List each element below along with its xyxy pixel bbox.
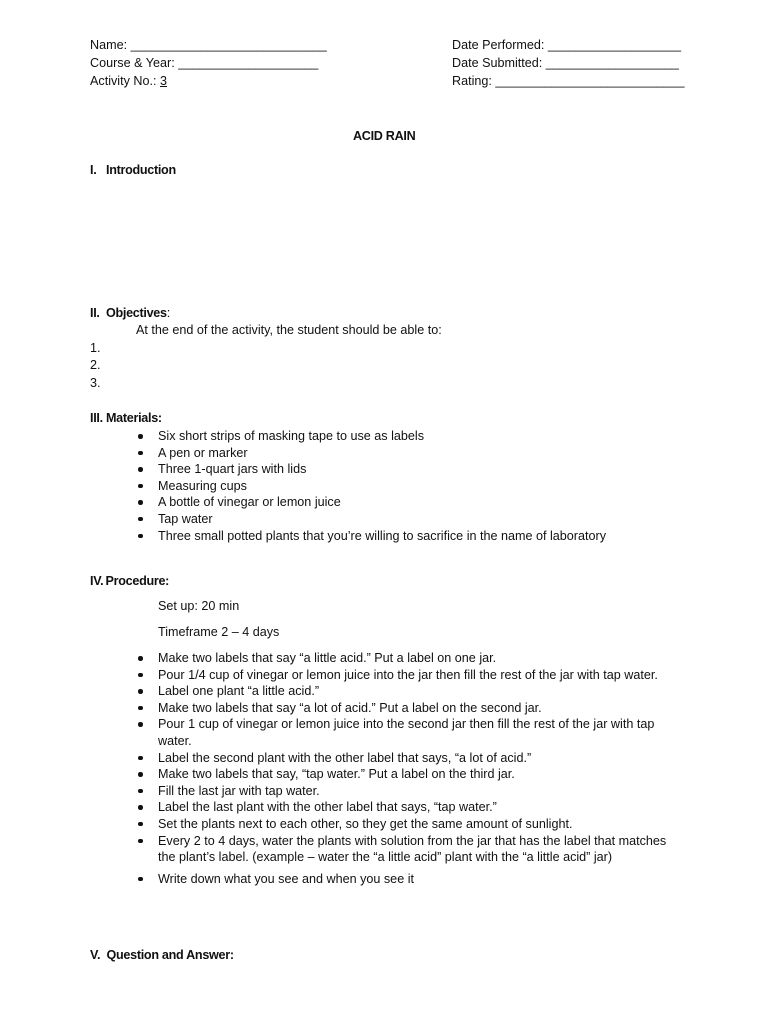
- materials-list: [134, 428, 694, 544]
- list-item: Label one plant “a little acid.”: [134, 683, 682, 700]
- date-submitted-field[interactable]: Date Submitted: ___________________: [452, 56, 679, 70]
- objectives-heading-colon: :: [166, 306, 171, 320]
- course-year-field[interactable]: Course & Year: ____________________: [90, 56, 319, 70]
- name-field[interactable]: Name: ____________________________: [90, 38, 327, 52]
- list-item: A bottle of vinegar or lemon juice: [134, 494, 694, 511]
- list-item: Measuring cups: [134, 478, 694, 495]
- list-item: Fill the last jar with tap water.: [134, 783, 682, 800]
- list-item: Set the plants next to each other, so they get the same amount of sunlight.: [134, 816, 682, 833]
- objective-item-3: 3.: [90, 376, 101, 390]
- activity-number-field: [90, 73, 167, 90]
- question-answer-heading: V. Question and Answer:: [90, 948, 234, 962]
- objectives-heading: II. Objectives: [90, 306, 167, 320]
- list-item: Make two labels that say “a little acid.” Put a label on one jar.: [134, 650, 682, 667]
- list-item: Label the last plant with the other label that says, “tap water.”: [134, 799, 682, 816]
- list-item: Make two labels that say, “tap water.” Put a label on the third jar.: [134, 766, 682, 783]
- list-item: Label the second plant with the other label that says, “a lot of acid.”: [134, 750, 682, 767]
- activity-number-label: Activity No.:: [90, 74, 160, 88]
- date-performed-field[interactable]: Date Performed: ___________________: [452, 38, 681, 52]
- activity-number-value: 3: [159, 74, 167, 88]
- procedure-timeframe: Timeframe 2 – 4 days: [158, 625, 280, 639]
- document-title: ACID RAIN: [353, 129, 416, 143]
- introduction-heading: I. Introduction: [90, 163, 176, 177]
- procedure-steps-list: [134, 650, 682, 887]
- list-item: Every 2 to 4 days, water the plants with solution from the jar that has the label that matches the plant’s label. (example – water the “a little acid” plant with the “a little acid” jar): [134, 833, 682, 866]
- materials-heading: III. Materials:: [90, 411, 162, 425]
- list-item: A pen or marker: [134, 445, 694, 462]
- objectives-heading-line: [90, 305, 170, 322]
- objective-item-1: 1.: [90, 341, 101, 355]
- rating-field[interactable]: Rating: ___________________________: [452, 74, 685, 88]
- list-item: Pour 1/4 cup of vinegar or lemon juice into the jar then fill the rest of the jar with tap water.: [134, 667, 682, 684]
- list-item: Tap water: [134, 511, 694, 528]
- list-item: Six short strips of masking tape to use as labels: [134, 428, 694, 445]
- list-item: Three small potted plants that you’re willing to sacrifice in the name of laboratory: [134, 528, 694, 545]
- list-item: Make two labels that say “a lot of acid.” Put a label on the second jar.: [134, 700, 682, 717]
- list-item: Three 1-quart jars with lids: [134, 461, 694, 478]
- list-item: Pour 1 cup of vinegar or lemon juice into the second jar then fill the rest of the jar with tap water.: [134, 716, 682, 749]
- objectives-lead: At the end of the activity, the student should be able to:: [136, 323, 442, 337]
- list-item: Write down what you see and when you see it: [134, 871, 682, 888]
- procedure-heading: IV. Procedure:: [90, 574, 170, 588]
- procedure-setup: Set up: 20 min: [158, 599, 240, 613]
- objective-item-2: 2.: [90, 358, 101, 372]
